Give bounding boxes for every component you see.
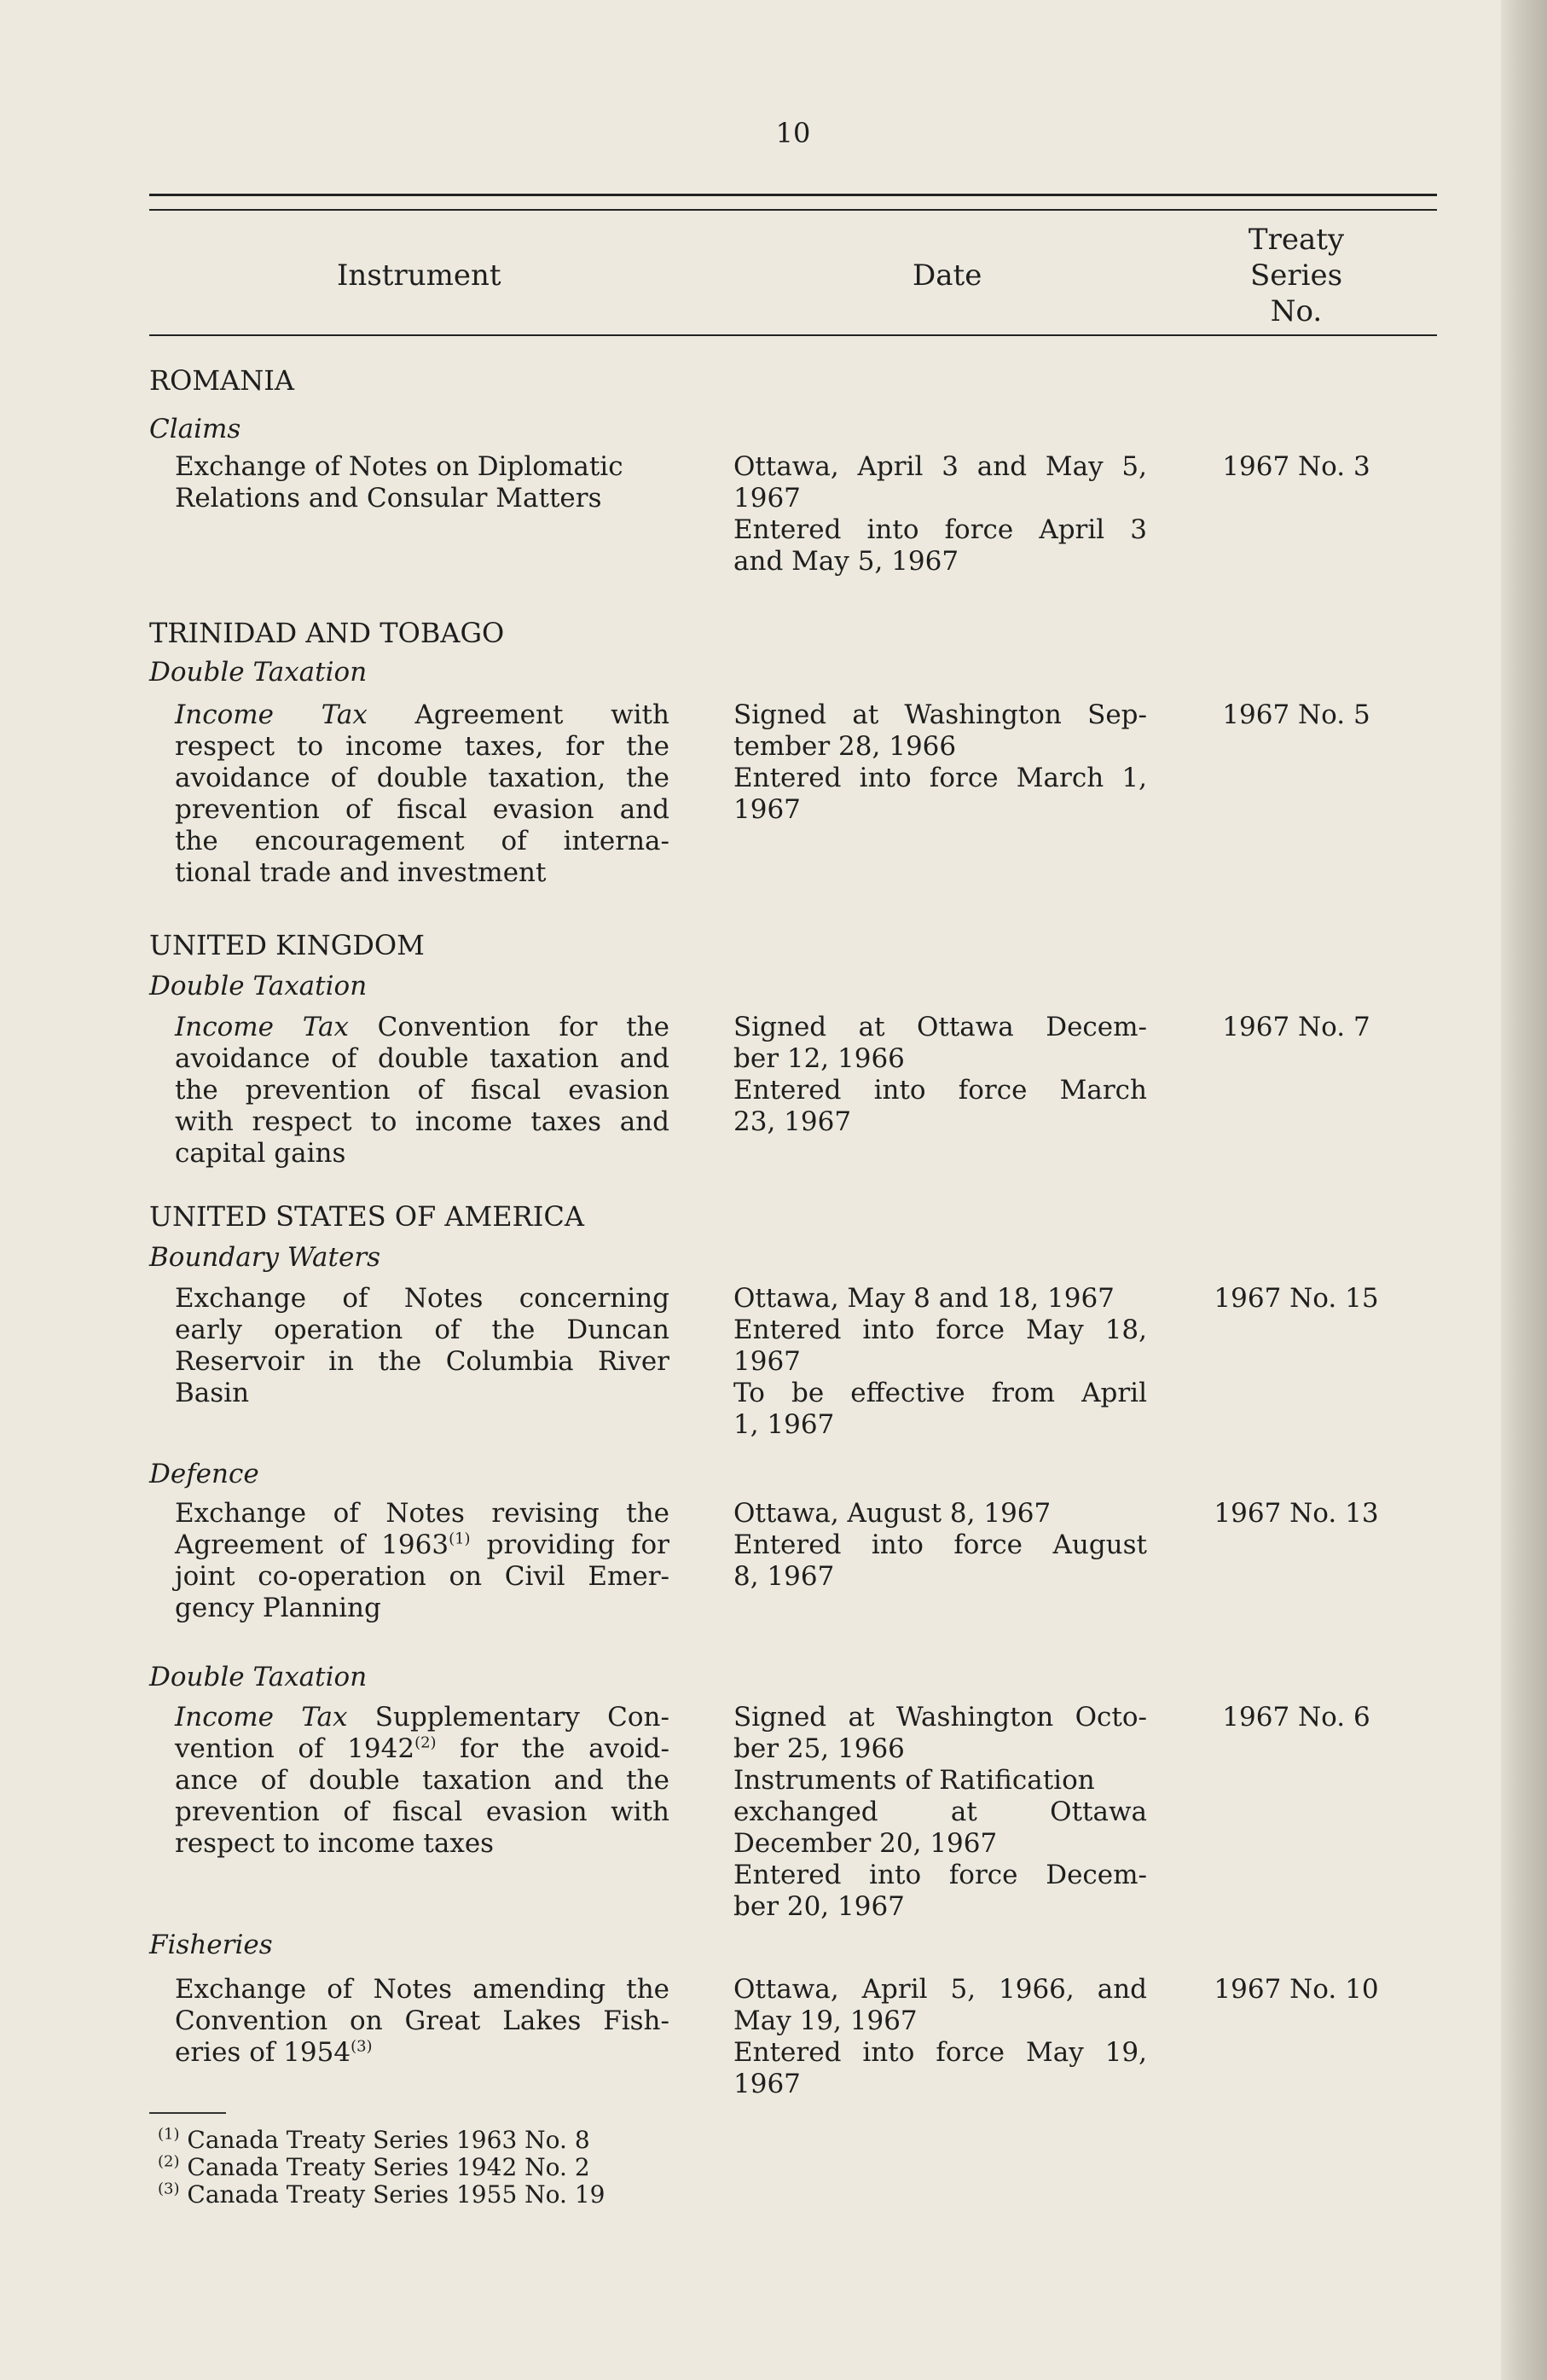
- subject-heading: Fisheries: [149, 1930, 273, 1960]
- top-rule-2: [149, 209, 1437, 211]
- instrument-text: Exchange of Notes amending the Convention on Great Lakes Fish- eries of 1954$^{(3)}$: [175, 1974, 669, 2068]
- top-rule-1: [149, 194, 1437, 196]
- footnote: $^{(3)}$ Canada Treaty Series 1955 No. 19: [158, 2180, 605, 2209]
- page-number: 10: [775, 117, 811, 149]
- country-heading-trinidad: TRINIDAD AND TOBAGO: [149, 617, 505, 649]
- series-number: 1967 No. 5: [1222, 699, 1370, 730]
- instrument-text: Income Tax Agreement with respect to income taxes, for the avoidance of double taxation, the prevention of fiscal evasion and the encouragement of interna- tional trade and investment: [175, 699, 669, 888]
- instrument-text: Income Tax Supplementary Con- vention of 1942$^{(2)}$ for the avoid- ance of double taxation and the prevention of fiscal evasion with respect to income taxes: [175, 1702, 669, 1859]
- footnote: $^{(2)}$ Canada Treaty Series 1942 No. 2: [158, 2152, 590, 2181]
- footnote-marker: (2): [414, 1733, 437, 1752]
- footnote-rule: [149, 2112, 226, 2114]
- series-number: 1967 No. 6: [1222, 1702, 1370, 1733]
- country-heading-romania: ROMANIA: [149, 364, 294, 397]
- instrument-text: Exchange of Notes revising the Agreement of 1963$^{(1)}$ providing for joint co-operation on Civil Emer- gency Planning: [175, 1498, 669, 1623]
- series-number: 1967 No. 13: [1214, 1498, 1379, 1529]
- footnotes: [158, 2127, 605, 2209]
- subject-heading: Double Taxation: [149, 971, 368, 1001]
- country-heading-uk: UNITED KINGDOM: [149, 929, 425, 961]
- date-text: Signed at Washington Sep- tember 28, 1966 Entered into force March 1, 1967: [733, 699, 1147, 825]
- header-rule: [149, 334, 1437, 336]
- subject-heading: Double Taxation: [149, 657, 368, 688]
- subject-heading: Double Taxation: [149, 1662, 368, 1692]
- column-header-instrument: Instrument: [337, 258, 501, 293]
- page-edge-shadow: [1501, 0, 1547, 2380]
- instrument-text: Income Tax Convention for the avoidance of double taxation and the prevention of fiscal evasion with respect to income taxes and capital gains: [175, 1012, 669, 1169]
- subject-heading: Defence: [149, 1459, 259, 1489]
- footnote: $^{(1)}$ Canada Treaty Series 1963 No. 8: [158, 2125, 590, 2154]
- date-text: Ottawa, May 8 and 18, 1967 Entered into force May 18, 1967 To be effective from April 1, 1967: [733, 1283, 1147, 1440]
- subject-heading: Claims: [149, 414, 241, 444]
- footnote-marker: (3): [351, 2037, 373, 2056]
- instrument-text: Exchange of Notes on Diplomatic Relations and Consular Matters: [175, 451, 623, 514]
- series-number: 1967 No. 3: [1222, 451, 1370, 482]
- date-text: Ottawa, August 8, 1967 Entered into force August 8, 1967: [733, 1498, 1147, 1592]
- country-heading-usa: UNITED STATES OF AMERICA: [149, 1200, 584, 1233]
- column-header-series: Treaty Series No.: [1248, 223, 1345, 328]
- date-text: Ottawa, April 3 and May 5, 1967 Entered into force April 3 and May 5, 1967: [733, 451, 1147, 577]
- instrument-text: Exchange of Notes concerning early operation of the Duncan Reservoir in the Columbia River Basin: [175, 1283, 669, 1408]
- series-number: 1967 No. 15: [1214, 1283, 1379, 1314]
- column-header-date: Date: [913, 258, 982, 293]
- footnote-marker: (1): [449, 1530, 471, 1548]
- date-text: Signed at Washington Octo- ber 25, 1966 Instruments of Ratification exchanged at Ottawa December 20, 1967 Entered into force Decem- ber 20, 1967: [733, 1702, 1147, 1922]
- series-number: 1967 No. 10: [1214, 1974, 1379, 2005]
- subject-heading: Boundary Waters: [149, 1242, 381, 1273]
- series-number: 1967 No. 7: [1222, 1012, 1370, 1042]
- date-text: Ottawa, April 5, 1966, and May 19, 1967 Entered into force May 19, 1967: [733, 1974, 1147, 2099]
- date-text: Signed at Ottawa Decem- ber 12, 1966 Entered into force March 23, 1967: [733, 1012, 1147, 1137]
